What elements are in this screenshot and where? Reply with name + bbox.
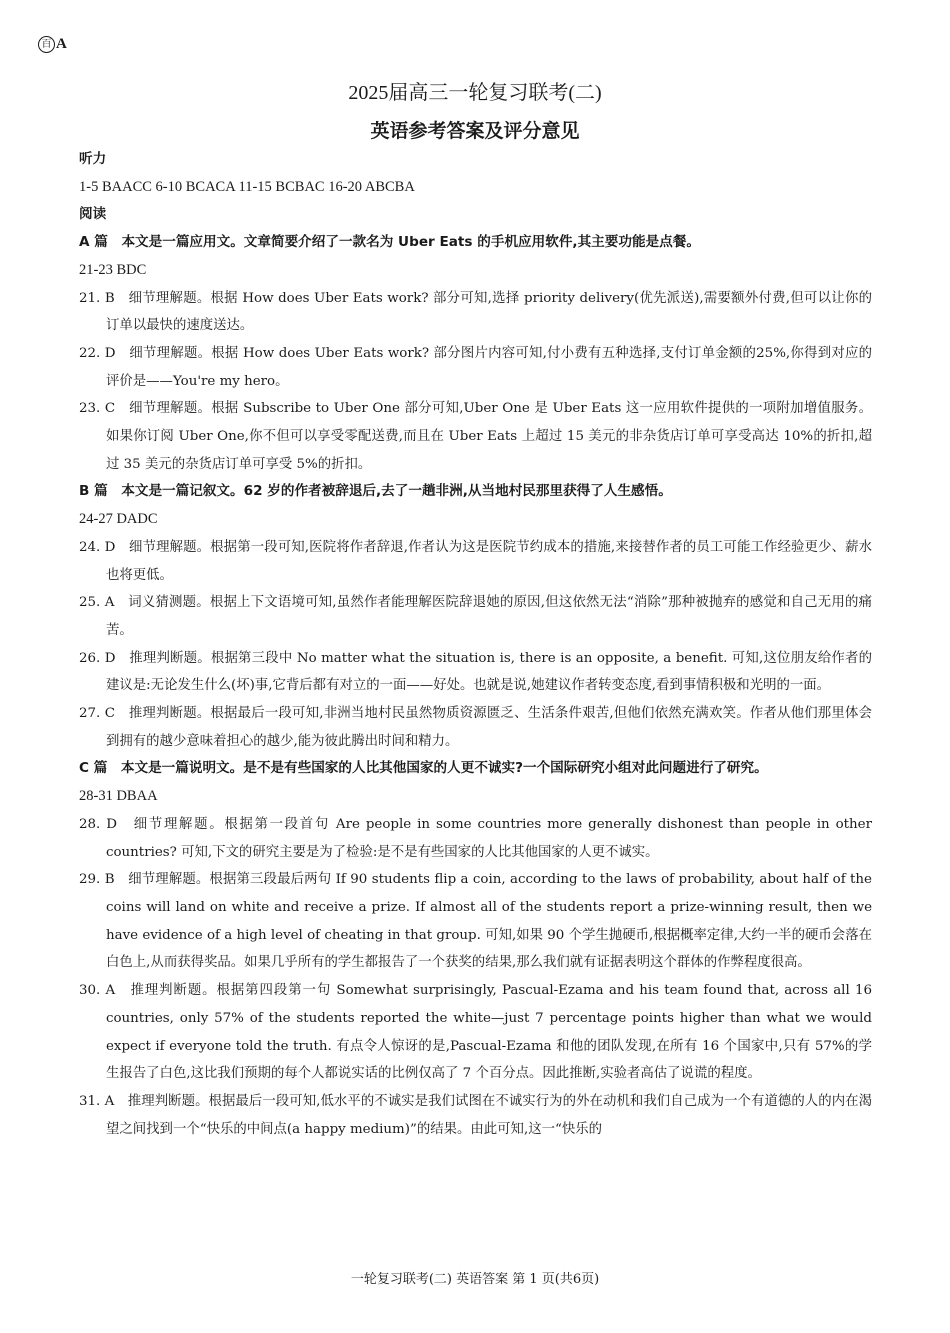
answer-content xyxy=(79,146,872,1143)
passage-c-answers: 28-31 DBAA xyxy=(79,788,158,805)
passage-a-summary: A 篇 本文是一篇应用文。文章简要介绍了一款名为 Uber Eats 的手机应用软件,其主要功能是点餐。 xyxy=(79,234,700,251)
document-subtitle: 英语参考答案及评分意见 xyxy=(370,120,580,142)
answer-item-21: 21. B 细节理解题。根据 How does Uber Eats work? 部分可知,选择 priority delivery(优先派送),需要额外付费,但可以让你的订单以最快的速度送达。 xyxy=(79,290,872,334)
answer-item-27: 27. C 推理判断题。根据最后一段可知,非洲当地村民虽然物质资源匮乏、生活条件艰苦,但他们依然充满欢笑。作者从他们那里体会到拥有的越少意味着担心的越少,能为彼此腾出时间和精力。 xyxy=(79,706,872,749)
answer-item-30: 30. A 推理判断题。根据第四段第一句 Somewhat surprisingly, Pascual-Ezama and his team found that, across all 16 countries, only 57% of the students reported the white—just 7 percentage points higher than what we would expect if everyone told the truth. 有点令人惊讶的是,Pascual-Ezama 和他的团队发现,在所有 16 个国家中,只有 57%的学生报告了白色,这比我们预期的每个人都说实话的比例仅高了 7 个百分点。因此推断,实验者高估了说谎的程度。 xyxy=(79,983,872,1082)
answer-item-23: 23. C 细节理解题。根据 Subscribe to Uber One 部分可知,Uber One 是 Uber Eats 这一应用软件提供的一项附加增值服务。如果你订阅 Uber One,你不但可以享受零配送费,而且在 Uber Eats 上超过 15 美元的非杂货店订单可享受高达 10%的折扣,超过 35 美元的杂货店订单可享受 5%的折扣。 xyxy=(79,401,872,472)
answer-item-26: 26. D 推理判断题。根据第三段中 No matter what the situation is, there is an opposite, a benefit. 可知,这位朋友给作者的建议是:无论发生什么(坏)事,它背后都有对立的一面——好处。也就是说,她建议作者转变态度,看到事情积极和光明的一面。 xyxy=(79,650,872,694)
passage-b-summary: B 篇 本文是一篇记叙文。62 岁的作者被辞退后,去了一趟非洲,从当地村民那里获得了人生感悟。 xyxy=(79,483,672,500)
reading-heading: 阅读 xyxy=(79,206,107,223)
listening-answers: 1-5 BAACC 6-10 BCACA 11-15 BCBAC 16-20 ABCBA xyxy=(79,178,415,195)
answer-item-31: 31. A 推理判断题。根据最后一段可知,低水平的不诚实是我们试图在不诚实行为的外在动机和我们自己成为一个有道德的人的内在渴望之间找到一个“快乐的中间点(a happy medium)”的结果。由此可知,这一“快乐的 xyxy=(79,1093,872,1137)
document-title: 2025届高三一轮复习联考(二) xyxy=(348,82,602,104)
corner-mark-circle: 百 xyxy=(38,36,55,53)
answer-item-29: 29. B 细节理解题。根据第三段最后两句 If 90 students flip a coin, according to the laws of probability, about half of the coins will land on white and receive a prize. If almost all of the students report a prize-winning result, then we have evidence of a high level of cheating in that group. 可知,如果 90 个学生抛硬币,根据概率定律,大约一半的硬币会落在白色上,从而获得奖品。如果几乎所有的学生都报告了一个获奖的结果,那么我们就有证据表明这个群体的作弊程度很高。 xyxy=(79,872,872,971)
page-footer: 一轮复习联考(二) 英语答案 第 1 页(共6页) xyxy=(350,1272,600,1287)
answer-item-25: 25. A 词义猜测题。根据上下文语境可知,虽然作者能理解医院辞退她的原因,但这依然无法“消除”那种被抛弃的感觉和自己无用的痛苦。 xyxy=(79,595,872,638)
corner-mark xyxy=(38,36,67,53)
passage-a-answers: 21-23 BDC xyxy=(79,261,147,278)
listening-heading: 听力 xyxy=(79,151,107,167)
answer-item-24: 24. D 细节理解题。根据第一段可知,医院将作者辞退,作者认为这是医院节约成本的措施,来接替作者的员工可能工作经验更少、薪水也将更低。 xyxy=(79,539,872,583)
corner-mark-letter: A xyxy=(56,36,67,52)
passage-c-summary: C 篇 本文是一篇说明文。是不是有些国家的人比其他国家的人更不诚实?一个国际研究小组对此问题进行了研究。 xyxy=(79,760,768,777)
passage-b-answers: 24-27 DADC xyxy=(79,511,158,528)
answer-item-28: 28. D 细节理解题。根据第一段首句 Are people in some countries more generally dishonest than people in other countries? 可知,下文的研究主要是为了检验:是不是有些国家的人比其他国家的人更不诚实。 xyxy=(79,816,872,860)
answer-item-22: 22. D 细节理解题。根据 How does Uber Eats work? 部分图片内容可知,付小费有五种选择,支付订单金额的25%,你得到对应的评价是——You're my hero。 xyxy=(79,345,872,389)
